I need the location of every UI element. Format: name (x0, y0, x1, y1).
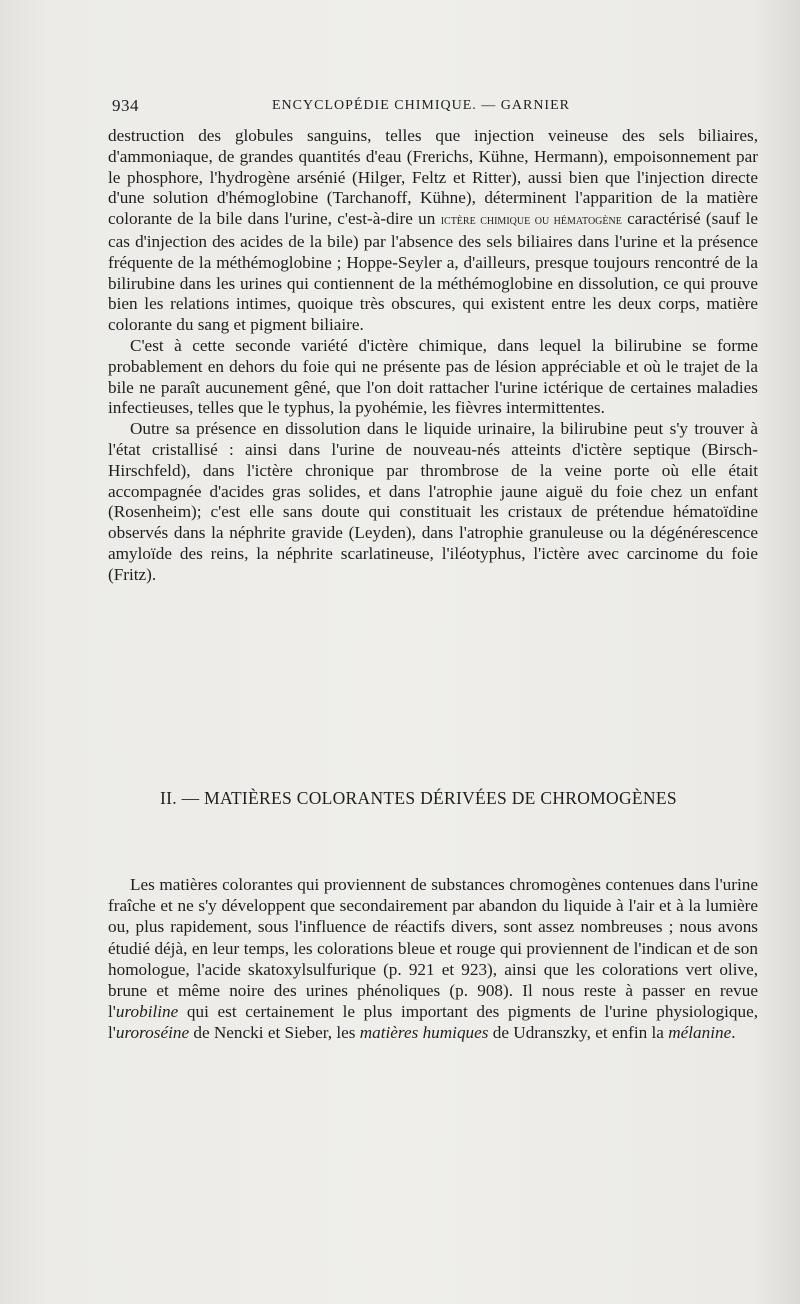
paragraph-2: C'est à cette seconde variété d'ictère chimique, dans lequel la bilirubine se forme probablement en dehors du foie qui ne présente pas de lésion appréciable et où le trajet de la bile ne paraît aucunement gêné, que l'on doit rattacher l'urine ictérique de certaines maladies infectieuses, telles que le typhus, la pyohémie, les fièvres intermittentes. (108, 335, 758, 418)
section-paragraph-1: Les matières colorantes qui proviennent de substances chromogènes contenues dans l'urine fraîche et ne s'y développent que secondairement par abandon du liquide à l'air et à la lumière ou, plus rapidement, sous l'influence de réactifs divers, sont assez nombreuses ; nous avons étudié déjà, en leur temps, les colorations bleue et rouge qui proviennent de l'indican et de son homologue, l'acide skatoxylsulfurique (p. 921 et 923), ainsi que les colorations vert olive, brune et même noire des urines phénoliques (p. 908). Il nous reste à passer en revue l'urobiline qui est certainement le plus important des pigments de l'urine physiologique, l'uroroséine de Nencki et Sieber, les matières humiques de Udranszky, et enfin la mélanine. (108, 875, 758, 1043)
running-title: ENCYCLOPÉDIE CHIMIQUE. — GARNIER (272, 98, 570, 113)
section-heading: II. — MATIÈRES COLORANTES DÉRIVÉES DE CHROMOGÈNES (160, 788, 677, 808)
paragraph-3: Outre sa présence en dissolution dans le liquide urinaire, la bilirubine peut s'y trouver à l'état cristallisé : ainsi dans l'urine de nouveau-nés atteints d'ictère septique (Birsch-Hirschfeld), dans l'ictère chronique par thrombrose de la veine porte où elle était accompagnée d'acides gras solides, et dans l'atrophie jaune aiguë du foie chez un enfant (Rosenheim); c'est elle sans doute qui constituait les cristaux de prétendue hématoïdine observés dans la néphrite gravide (Leyden), dans l'atrophie granuleuse ou la dégénérescence amyloïde des reins, la néphrite scarlatineuse, l'iléotyphus, l'ictère avec carcinome du foie (Fritz). (108, 419, 758, 584)
page-number: 934 (112, 96, 139, 115)
term-urobiline: urobiline (115, 1002, 179, 1022)
paragraph-1: destruction des globules sanguins, telles que injection veineuse des sels biliaires, d'ammoniaque, de grandes quantités d'eau (Frerichs, Kühne, Hermann), empoisonnement par le phosphore, l'hydrogène arsénié (Hilger, Feltz et Ritter), aussi bien que l'injection directe d'une solution d'hémoglobine (Tarchanoff, Kühne), déterminent l'apparition de la matière colorante de la bile dans l'urine, c'est-à-dire un ictère chimique ou hématogène caractérisé (sauf le cas d'injection des acides de la bile) par l'absence des sels biliaires dans l'urine et la présence fréquente de la méthémoglobine ; Hoppe-Seyler a, d'ailleurs, presque toujours rencontré de la bilirubine dans les urines qui contiennent de la méthémoglobine en dissolution, ce qui prouve bien les relations intimes, quoique très obscures, qui existent entre les deux corps, matière colorante du sang et pigment biliaire. (108, 126, 759, 335)
term-melanine: mélanine (668, 1023, 732, 1043)
text-block-main (108, 126, 758, 586)
small-caps-term: ictère chimique ou hématogène (440, 213, 622, 229)
text-block-section (108, 874, 758, 1044)
term-uroroseine: uroroséine (115, 1023, 190, 1043)
term-matieres-humiques: matières humiques (359, 1023, 489, 1043)
